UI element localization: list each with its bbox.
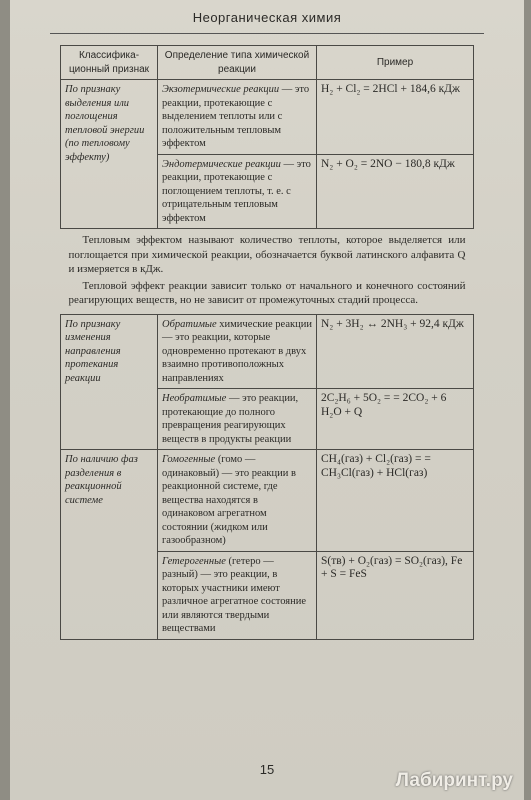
- example-cell: H₂ + Cl₂ = 2HCl + 184,6 кДж: [317, 80, 474, 155]
- definition-cell: [158, 551, 317, 639]
- definition-text: — это реакции, протекающие с поглощением теплоты, т. е. с отрицательным тепловым эффектом: [162, 158, 311, 224]
- table-row: [61, 80, 474, 155]
- definition-text: — это реакции, протекающие с выделением теплоты или с положительным тепловым эффектом: [162, 84, 310, 149]
- term: Эндотермические реакции: [162, 158, 281, 170]
- note-row: [61, 229, 474, 315]
- example-cell: N₂ + O₂ = 2NO − 180,8 кДж: [317, 154, 474, 229]
- example-cell: N₂ + 3H₂ ↔ 2NH₃ + 92,4 кДж: [317, 314, 474, 389]
- header-definition: Определение типа химической реакции: [158, 46, 317, 80]
- term: Экзотермические реакции: [162, 84, 280, 95]
- example-cell: CH₄(газ) + Cl₂(газ) = = CH₃Cl(газ) + HCl(газ): [317, 450, 474, 552]
- definition-cell: [158, 450, 317, 552]
- criterion-cell: По наличию фаз разделения в реакционной системе: [61, 450, 158, 640]
- term: Обратимые: [162, 318, 217, 330]
- table-row: [61, 314, 474, 389]
- watermark-logo: Лабиринт.ру: [395, 770, 513, 791]
- definition-text: (гетеро — разный) — это реакции, в которых участники имеют различное агрегатное состояние или являются твердыми веществами: [162, 555, 306, 634]
- table-row: [61, 450, 474, 552]
- note-paragraph: Тепловым эффектом называют количество теплоты, которое выделяется или поглощается при химической реакции, обозначается буквой латинского алфавита Q и измеряется в кДж.: [68, 234, 466, 275]
- example-cell: 2C₂H₆ + 5O₂ = = 2CO₂ + 6 H₂O + Q: [317, 389, 474, 450]
- running-head: Неорганическая химия: [192, 10, 342, 25]
- definition-cell: [158, 154, 317, 229]
- example-cell: S(тв) + O₂(газ) = SO₂(газ), Fe + S = FeS: [317, 551, 474, 639]
- book-page: [10, 0, 524, 800]
- header-example: Пример: [317, 46, 474, 80]
- term: Необратимые: [162, 393, 227, 404]
- term: Гетерогенные: [162, 555, 226, 567]
- definition-cell: [158, 80, 317, 155]
- criterion-cell: По признаку выделения или поглощения тепловой энергии (по тепловому эффекту): [61, 80, 158, 229]
- table-header-row: [61, 46, 474, 80]
- note-paragraph: Тепловой эффект реакции зависит только от начального и конечного состояний реагирующих веществ, но не зависит от промежуточных стадий процесса.: [68, 279, 466, 306]
- classification-table: [60, 45, 474, 640]
- definition-cell: [158, 314, 317, 389]
- definition-cell: [158, 389, 317, 450]
- definition-text: химические реакции — это реакции, которые одновременно протекают в двух взаимно противоположных направлениях: [162, 318, 312, 384]
- header-criterion: Классифика-ционный признак: [61, 46, 158, 80]
- page-number: 15: [259, 762, 275, 777]
- header-rule: [50, 33, 484, 34]
- term: Гомогенные: [162, 454, 216, 465]
- criterion-cell: По признаку изменения направления протекания реакции: [61, 314, 158, 450]
- definition-text: (гомо — одинаковый) — это реакции в реакционной системе, где вещества находятся в одинаковом агрегатном состоянии (жидком или газообразном): [162, 454, 296, 546]
- note-cell: [61, 229, 474, 315]
- definition-text: — это реакции, протекающие до полного превращения реагирующих веществ в продукты реакции: [162, 393, 299, 445]
